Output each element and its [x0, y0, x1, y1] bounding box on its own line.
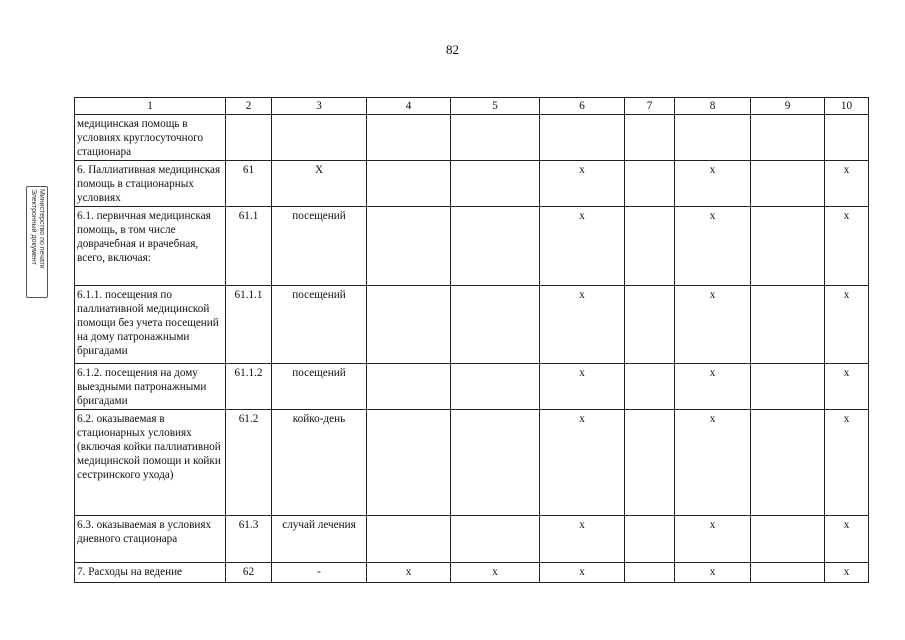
- header-cell: 7: [625, 98, 675, 115]
- col5-cell: [451, 115, 540, 161]
- col9-cell: [751, 410, 825, 516]
- row-unit-cell: посещений: [272, 207, 367, 286]
- header-cell: 6: [540, 98, 625, 115]
- row-name-cell: 6.1. первичная медицинская помощь, в том числе доврачебная и врачебная, всего, включая:: [75, 207, 226, 286]
- col9-cell: [751, 161, 825, 207]
- table-row: [75, 516, 869, 563]
- col9-cell: [751, 516, 825, 563]
- col4-cell: [367, 207, 451, 286]
- row-unit-cell: X: [272, 161, 367, 207]
- row-name-cell: 7. Расходы на ведение: [75, 563, 226, 583]
- col10-cell: x: [825, 516, 869, 563]
- header-row: [75, 98, 869, 115]
- row-code-cell: 61.1.1: [226, 286, 272, 364]
- row-unit-cell: случай лечения: [272, 516, 367, 563]
- row-code-cell: 61.1: [226, 207, 272, 286]
- col4-cell: [367, 364, 451, 410]
- header-cell: 1: [75, 98, 226, 115]
- col10-cell: [825, 115, 869, 161]
- col7-cell: [625, 563, 675, 583]
- col6-cell: x: [540, 563, 625, 583]
- row-code-cell: 62: [226, 563, 272, 583]
- col6-cell: x: [540, 161, 625, 207]
- col7-cell: [625, 516, 675, 563]
- row-name-cell: 6.3. оказываемая в условиях дневного стационара: [75, 516, 226, 563]
- col4-cell: [367, 161, 451, 207]
- header-cell: 4: [367, 98, 451, 115]
- header-cell: 9: [751, 98, 825, 115]
- col4-cell: [367, 516, 451, 563]
- row-code-cell: 61: [226, 161, 272, 207]
- row-code-cell: 61.2: [226, 410, 272, 516]
- header-cell: 3: [272, 98, 367, 115]
- col4-cell: [367, 286, 451, 364]
- col7-cell: [625, 115, 675, 161]
- col10-cell: x: [825, 563, 869, 583]
- table-row: [75, 161, 869, 207]
- col10-cell: x: [825, 364, 869, 410]
- col5-cell: [451, 410, 540, 516]
- col7-cell: [625, 161, 675, 207]
- col4-cell: x: [367, 563, 451, 583]
- table-row: [75, 286, 869, 364]
- col8-cell: x: [675, 161, 751, 207]
- col5-cell: [451, 207, 540, 286]
- col10-cell: x: [825, 286, 869, 364]
- col7-cell: [625, 364, 675, 410]
- col10-cell: x: [825, 207, 869, 286]
- table-row: [75, 563, 869, 583]
- table-row: [75, 115, 869, 161]
- col7-cell: [625, 410, 675, 516]
- col6-cell: [540, 115, 625, 161]
- col10-cell: x: [825, 161, 869, 207]
- col6-cell: x: [540, 286, 625, 364]
- budget-table: [74, 97, 869, 583]
- col8-cell: [675, 115, 751, 161]
- col9-cell: [751, 207, 825, 286]
- row-name-cell: 6.1.2. посещения на дому выездными патронажными бригадами: [75, 364, 226, 410]
- col4-cell: [367, 115, 451, 161]
- header-cell: 5: [451, 98, 540, 115]
- page-number: 82: [446, 42, 459, 57]
- col6-cell: x: [540, 516, 625, 563]
- col8-cell: x: [675, 410, 751, 516]
- header-cell: 2: [226, 98, 272, 115]
- row-unit-cell: [272, 115, 367, 161]
- col8-cell: x: [675, 286, 751, 364]
- col5-cell: x: [451, 563, 540, 583]
- side-stamp: [26, 186, 48, 298]
- table-row: [75, 410, 869, 516]
- stamp-line-2: Электронный документ: [30, 189, 37, 265]
- row-name-cell: 6.2. оказываемая в стационарных условиях (включая койки паллиативной медицинской помощи и койки сестринского ухода): [75, 410, 226, 516]
- col6-cell: x: [540, 364, 625, 410]
- col5-cell: [451, 161, 540, 207]
- col8-cell: x: [675, 563, 751, 583]
- row-code-cell: 61.1.2: [226, 364, 272, 410]
- col9-cell: [751, 563, 825, 583]
- col8-cell: x: [675, 364, 751, 410]
- row-unit-cell: посещений: [272, 286, 367, 364]
- header-cell: 10: [825, 98, 869, 115]
- col8-cell: x: [675, 516, 751, 563]
- col9-cell: [751, 286, 825, 364]
- col7-cell: [625, 286, 675, 364]
- col5-cell: [451, 516, 540, 563]
- row-unit-cell: койко-день: [272, 410, 367, 516]
- row-name-cell: 6. Паллиативная медицинская помощь в стационарных условиях: [75, 161, 226, 207]
- col5-cell: [451, 286, 540, 364]
- col5-cell: [451, 364, 540, 410]
- row-code-cell: [226, 115, 272, 161]
- header-cell: 8: [675, 98, 751, 115]
- row-name-cell: медицинская помощь в условиях круглосуточного стационара: [75, 115, 226, 161]
- col7-cell: [625, 207, 675, 286]
- row-unit-cell: посещений: [272, 364, 367, 410]
- col6-cell: x: [540, 207, 625, 286]
- col6-cell: x: [540, 410, 625, 516]
- col4-cell: [367, 410, 451, 516]
- row-unit-cell: -: [272, 563, 367, 583]
- col10-cell: x: [825, 410, 869, 516]
- stamp-line-1: Министерство по печати: [38, 189, 45, 269]
- table-row: [75, 207, 869, 286]
- row-name-cell: 6.1.1. посещения по паллиативной медицинской помощи без учета посещений на дому патронажными бригадами: [75, 286, 226, 364]
- col8-cell: x: [675, 207, 751, 286]
- col9-cell: [751, 364, 825, 410]
- table-row: [75, 364, 869, 410]
- row-code-cell: 61.3: [226, 516, 272, 563]
- col9-cell: [751, 115, 825, 161]
